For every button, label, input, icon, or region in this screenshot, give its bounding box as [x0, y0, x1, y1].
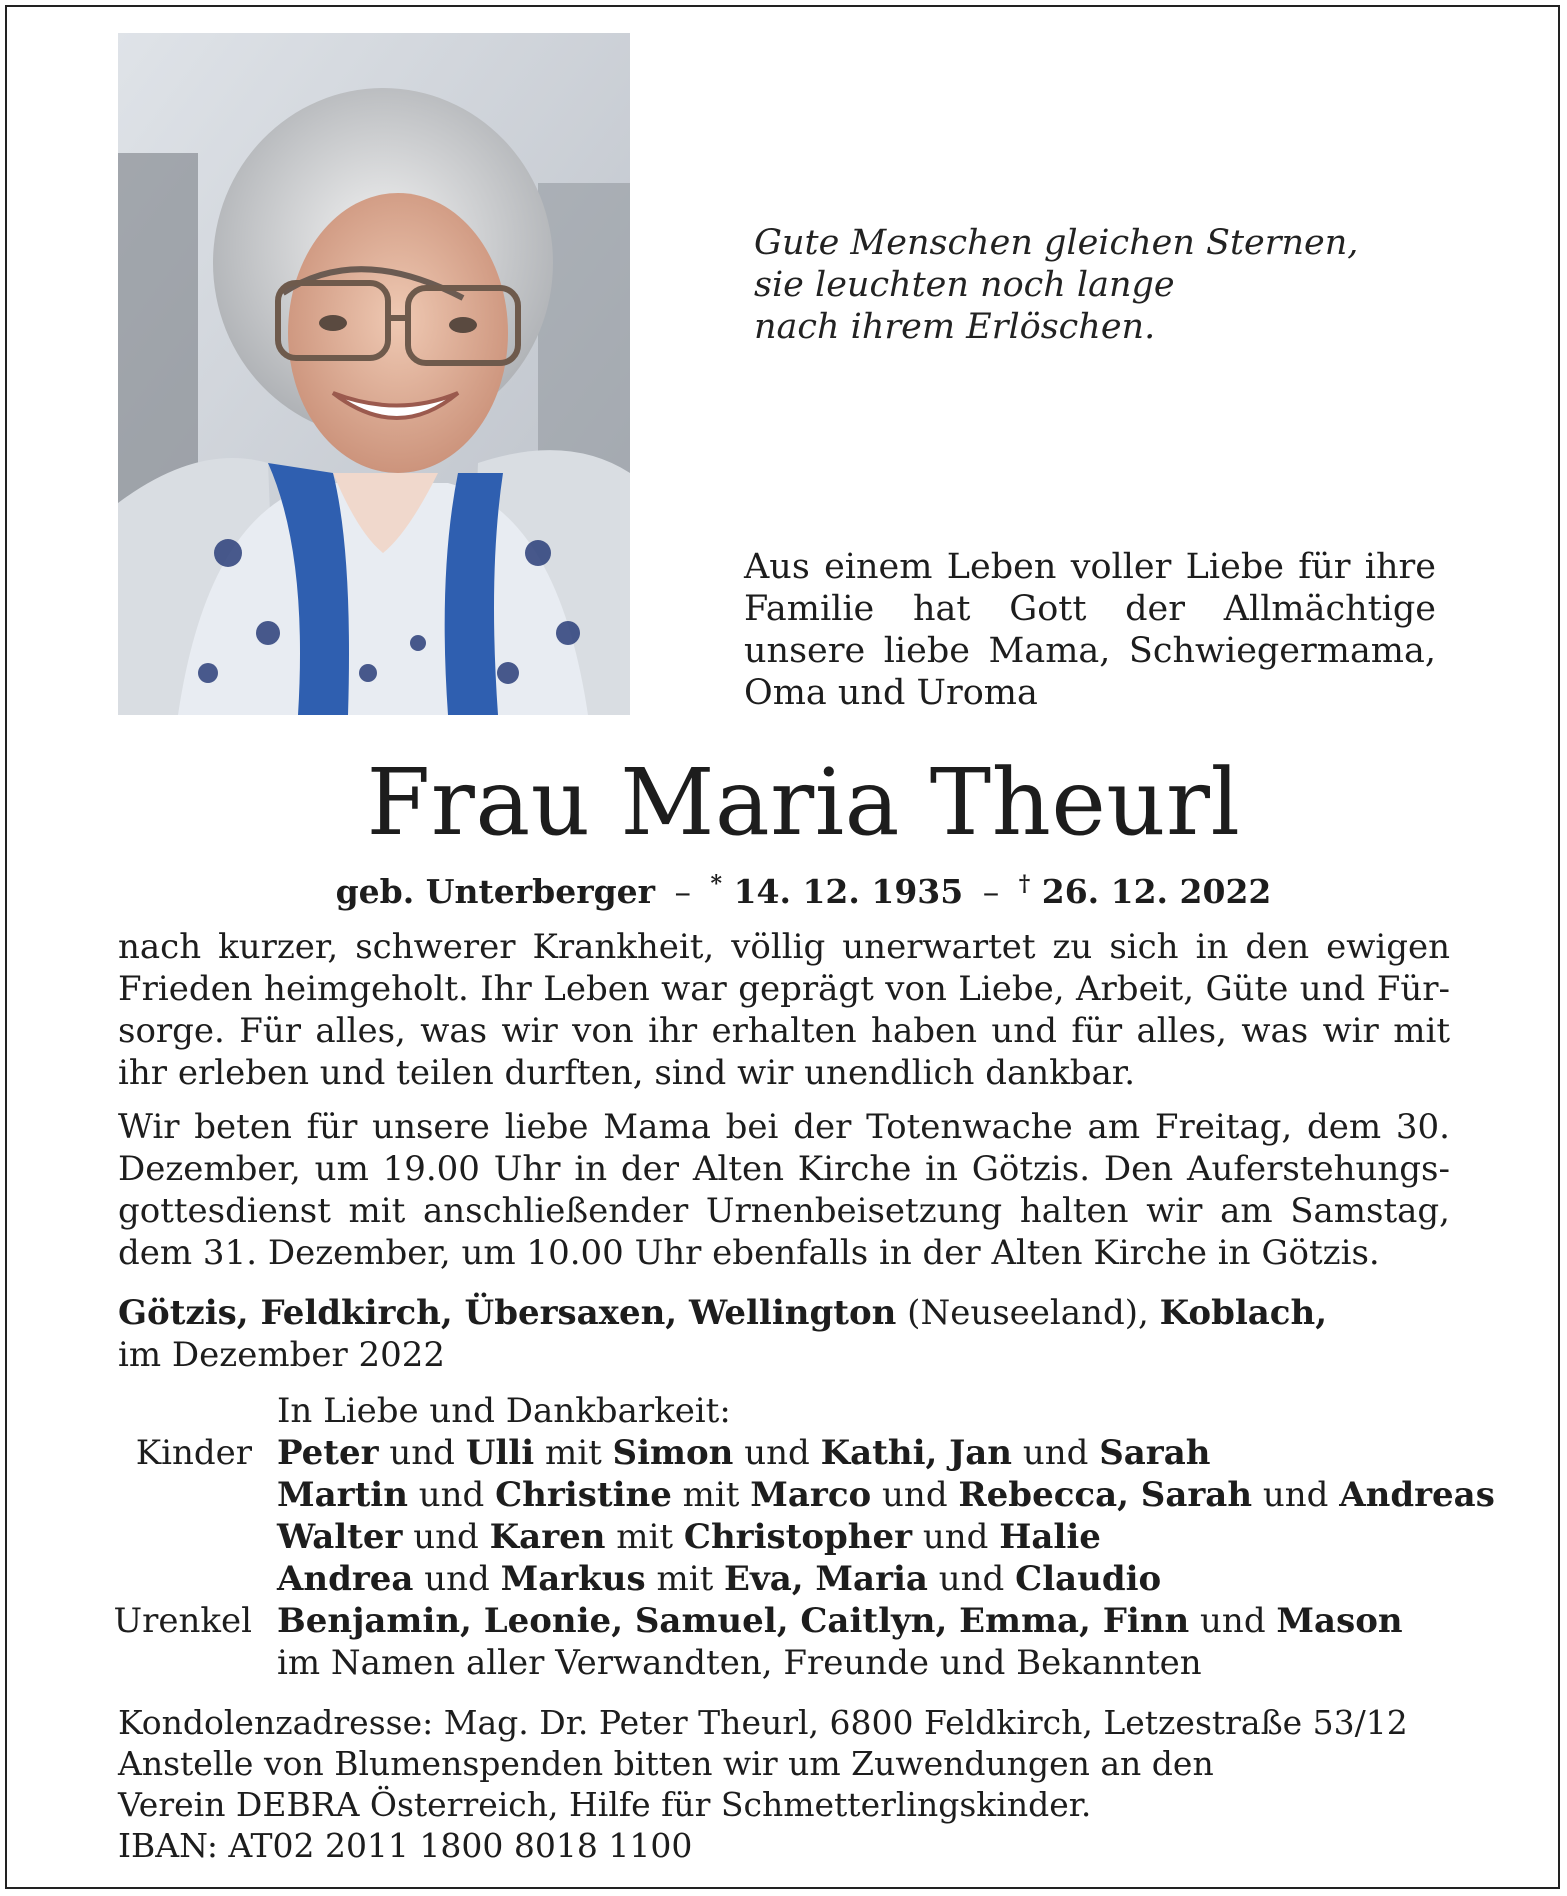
family-name: Claudio [1015, 1559, 1162, 1599]
deceased-name: Frau Maria Theurl [366, 749, 1241, 856]
family-heading: In Liebe und Dankbarkeit: [277, 1391, 731, 1431]
portrait-photo [118, 33, 630, 715]
family-name: Christine [495, 1475, 672, 1515]
quote [754, 222, 1474, 348]
connector-word: und [413, 1559, 501, 1599]
places-bold: Koblach, [1159, 1293, 1328, 1333]
life-dates [20, 862, 1567, 914]
quote-line: Gute Menschen gleichen Sternen, [754, 223, 1359, 263]
paragraph-service: Wir beten für unsere liebe Mama bei der Totenwache am Freitag, dem 30. Dezember, um 19.00 Uhr in der Alten Kirche in Götzis. Den Auferstehungsgottesdienst mit anschließender Urnenbeisetzung halten wir am Samstag, dem 31. Dezember, um 10.00 Uhr ebenfalls in der Alten Kirche in Götzis. [118, 1107, 1450, 1273]
family-name: Andreas [1339, 1475, 1495, 1515]
family-name: Andrea [277, 1559, 414, 1599]
death-date: 26. 12. 2022 [1041, 872, 1272, 911]
quote-line: sie leuchten noch lange [754, 265, 1175, 305]
quote-line: nach ihrem Erlöschen. [754, 307, 1156, 347]
family-row [277, 1516, 1101, 1558]
kinder-label: Kinder [135, 1433, 252, 1473]
family-name: Sarah [1099, 1433, 1211, 1473]
family-list [90, 1390, 1510, 1684]
connector-word: und [871, 1475, 959, 1515]
family-name: Rebecca, Sarah [958, 1475, 1253, 1515]
connector-word: mit [671, 1475, 751, 1515]
family-name: Karen [489, 1517, 606, 1557]
family-name: Kathi, Jan [820, 1433, 1013, 1473]
family-name: Benjamin, Leonie, Samuel, Caitlyn, Emma, Finn [277, 1601, 1190, 1641]
connector-word: und [378, 1433, 466, 1473]
connector-word: und [1189, 1601, 1277, 1641]
connector-word: und [912, 1517, 1000, 1557]
family-name: Walter [277, 1517, 403, 1557]
connector-word: und [927, 1559, 1016, 1599]
birth-date: 14. 12. 1935 [733, 872, 964, 911]
intro-text: Aus einem Leben voller Liebe für ihre Familie hat Gott der Allmächtige unsere liebe Mama, Schwiegermama, Oma und Uroma [744, 547, 1436, 713]
connector-word: und [1012, 1433, 1100, 1473]
family-name: Eva, Maria [724, 1559, 928, 1599]
family-name: Martin [277, 1475, 408, 1515]
connector-word: und [402, 1517, 490, 1557]
maiden-name: geb. Unterberger [335, 872, 656, 911]
paragraph-announcement: nach kurzer, schwerer Krankheit, völlig unerwartet zu sich in den ewigen Frieden heimgeholt. Ihr Leben war geprägt von Liebe, Arbeit, Güte und Fürsorge. Für alles, was wir von ihr erhalten haben und für alles, was wir mit ihr erleben und teilen durften, sind wir unendlich dankbar. [118, 927, 1450, 1093]
urenkel-label: Urenkel [113, 1601, 252, 1641]
family-row [277, 1432, 1210, 1474]
birth-symbol: * [710, 871, 723, 897]
death-symbol: † [1018, 871, 1031, 897]
family-name: Marco [750, 1475, 872, 1515]
connector-word: und [407, 1475, 496, 1515]
connector-word: mit [645, 1559, 725, 1599]
dash: – [982, 872, 1000, 911]
donation-line: Anstelle von Blumenspenden bitten wir um Zuwendungen an den [118, 1744, 1214, 1783]
family-name: Halie [999, 1517, 1101, 1557]
connector-word: und [733, 1433, 821, 1473]
family-name: Markus [500, 1559, 646, 1599]
family-name: Ulli [465, 1433, 535, 1473]
family-closing: im Namen aller Verwandten, Freunde und Bekannten [277, 1643, 1202, 1683]
family-name: Peter [277, 1433, 379, 1473]
footer [118, 1702, 1478, 1866]
family-name: Simon [612, 1433, 734, 1473]
family-name: Mason [1276, 1601, 1403, 1641]
places [118, 1292, 1478, 1376]
family-row [277, 1558, 1161, 1600]
urenkel-row [277, 1600, 1403, 1642]
connector-word: mit [605, 1517, 684, 1557]
family-name: Christopher [683, 1517, 913, 1557]
places-bold: Götzis, Feldkirch, Übersaxen, Wellington [118, 1293, 897, 1333]
donation-line: Verein DEBRA Österreich, Hilfe für Schmetterlingskinder. [118, 1785, 1092, 1824]
connector-word: und [1252, 1475, 1340, 1515]
connector-word: mit [534, 1433, 613, 1473]
places-date: im Dezember 2022 [118, 1335, 446, 1375]
family-row [277, 1474, 1495, 1516]
iban: IBAN: AT02 2011 1800 8018 1100 [118, 1826, 693, 1865]
condolence-address: Kondolenzadresse: Mag. Dr. Peter Theurl, 6800 Feldkirch, Letzestraße 53/12 [118, 1703, 1408, 1742]
dash: – [674, 872, 692, 911]
places-regular: (Neuseeland), [896, 1293, 1160, 1333]
